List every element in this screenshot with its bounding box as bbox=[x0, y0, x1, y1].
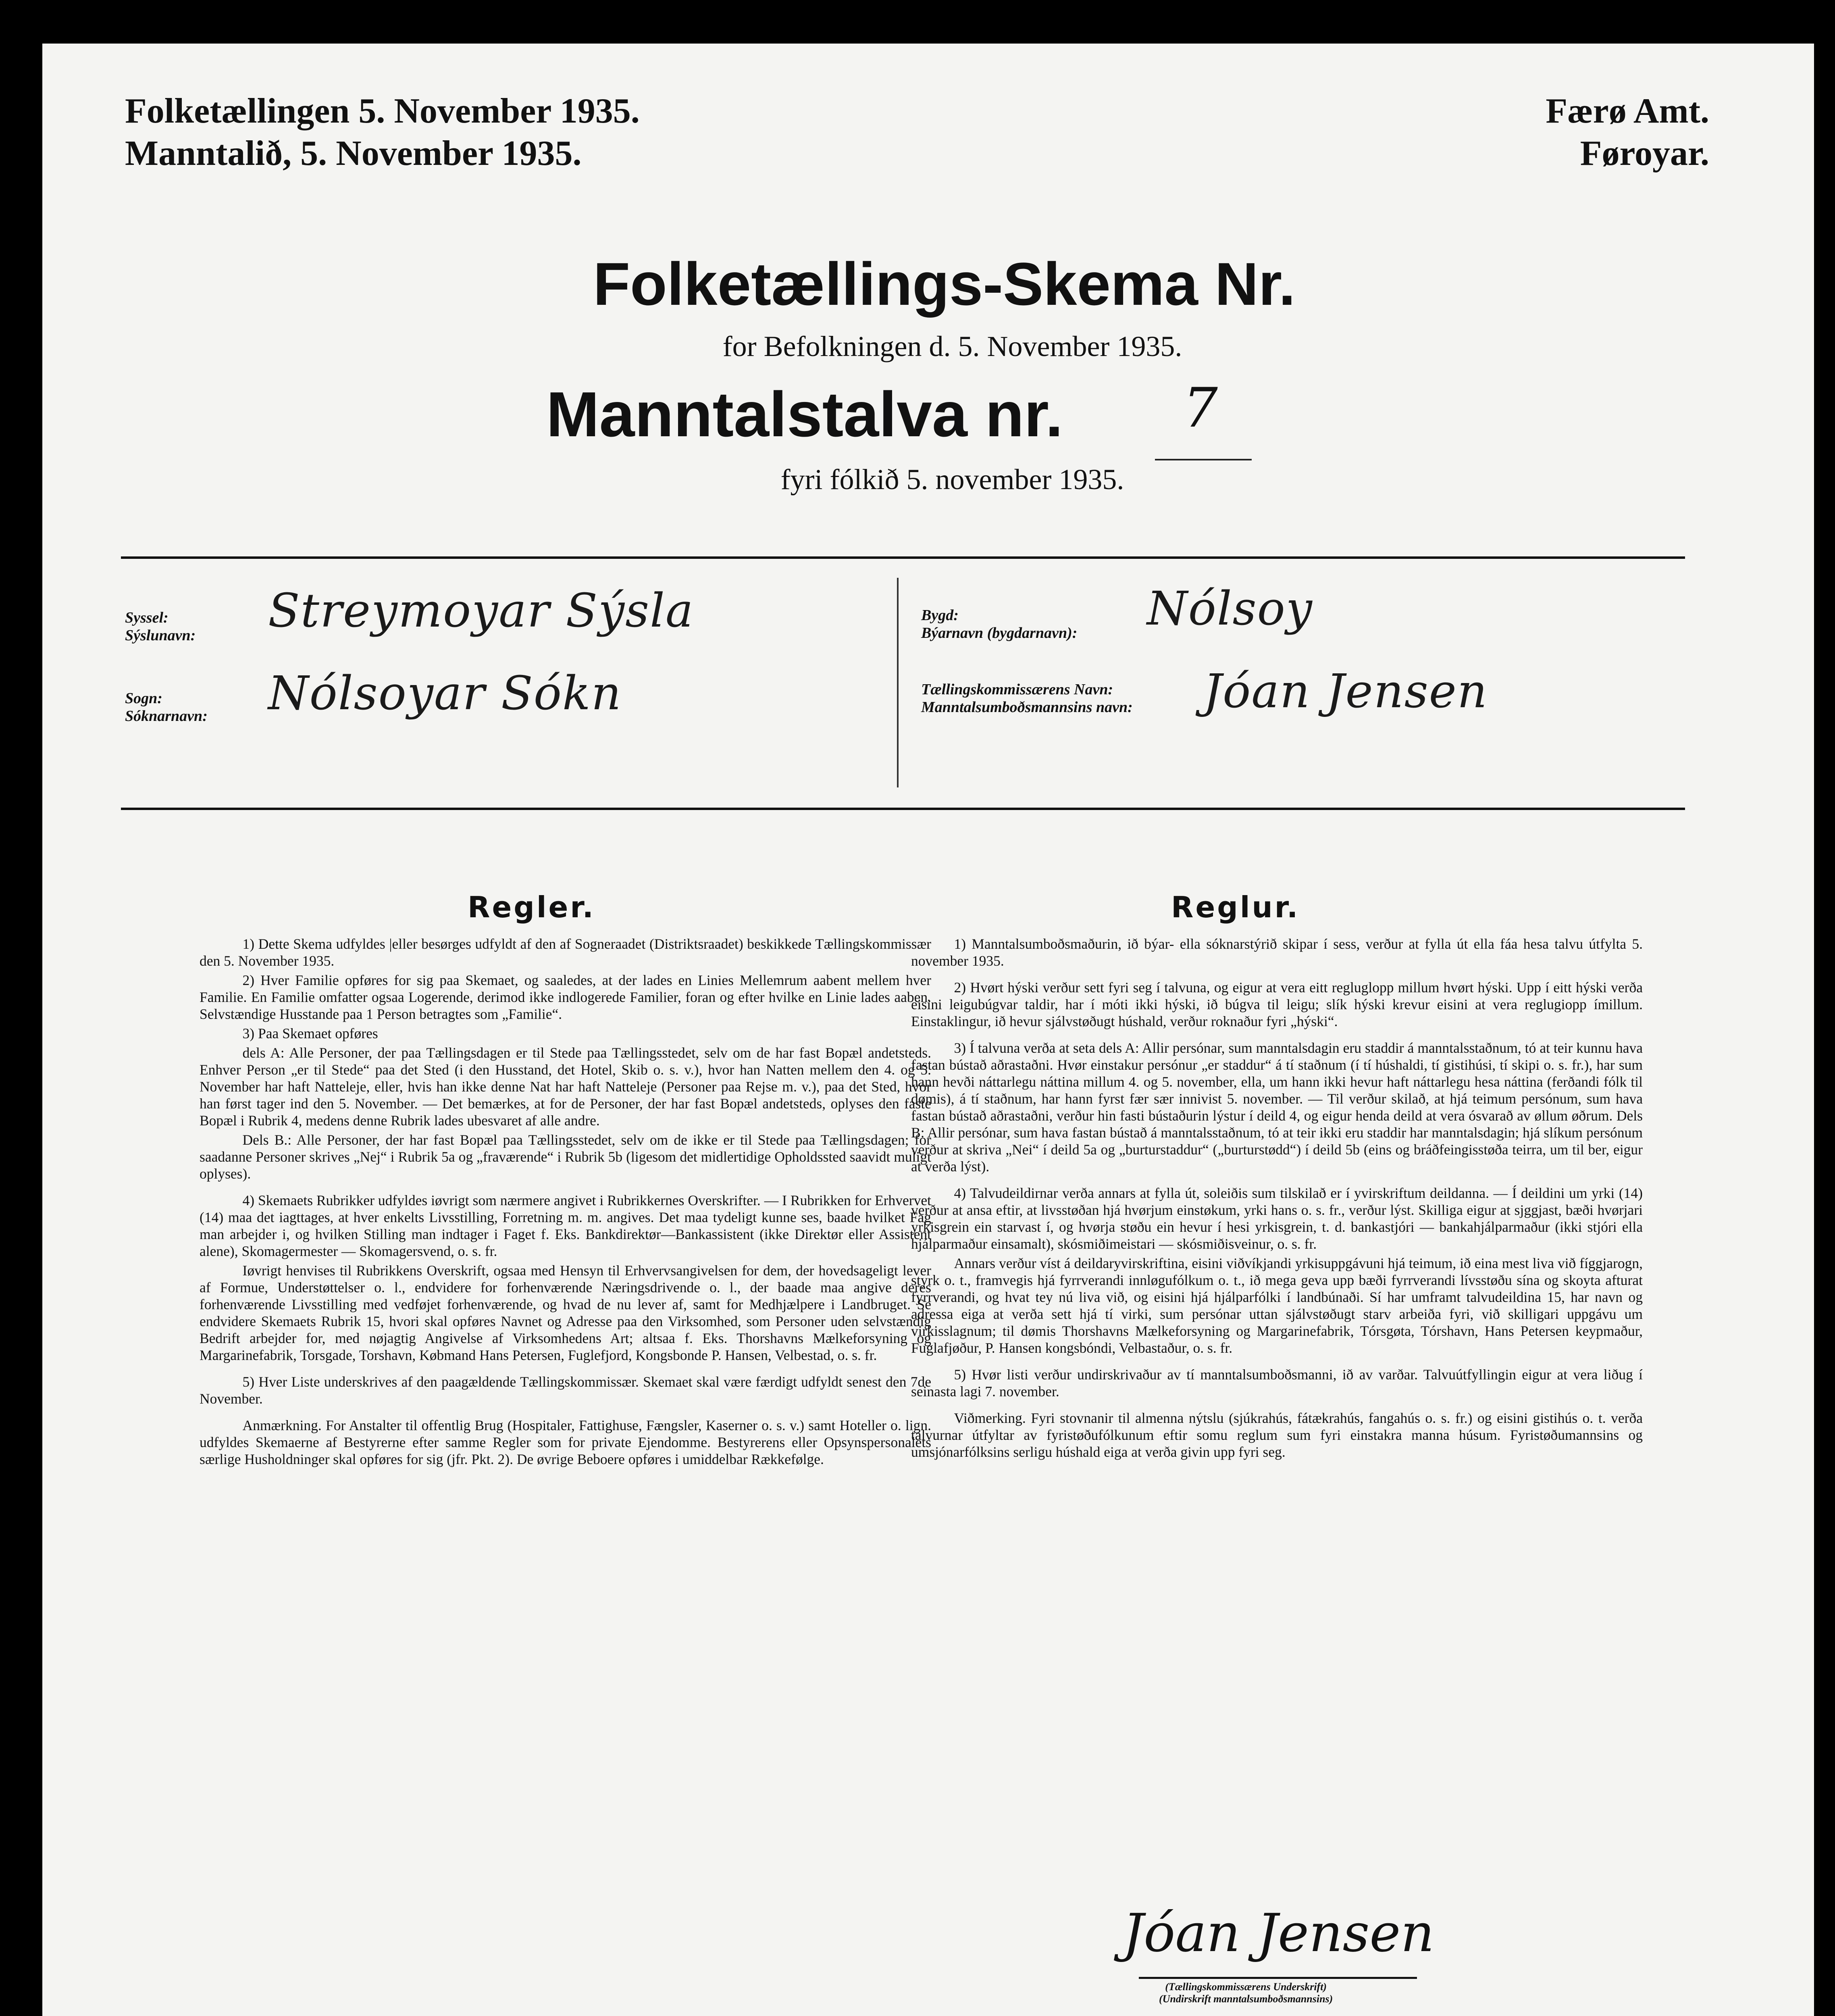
signature-line bbox=[1139, 1977, 1417, 1979]
reglur-note: Viðmerking. Fyri stovnanir til almenna nýtslu (sjúkrahús, fátækrahús, fangahús o. s. fr.) og eisini gistihús o. t. verða talvurnar útfyltar av fyristøðufólkunum eftir somu reglum sum fyri einstakra manna húsum. Fyristøðumannsins og umsjónarfólksins serligu húshald eiga at verða givin upp fyri seg. bbox=[911, 1410, 1643, 1460]
reglur-item-4b: Annars verður víst á deildaryvirskriftina, eisini viðvíkjandi yrkisuppgávuni hjá teimum, ið eina mest liva við fíggjarogn, styrk o. t., framvegis hjá fyrrverandi innløgufólkum o. t., ið mega geva upp bæði fyrrverandi lívsstøðu sína og skoyta afturat fyrrverandi, og hvat tey nú liva við, og eisini hjá hjálparfólki í landbúnaði. Sí har umframt talvudeildina 15, har navn og adressa eiga at verða sett hjá tí virki, sum persónar uttan sjálvstøðugt starv arbeiða fyri, við skilligari uppgávu um virkisslagnum; til dømis Thorshavns Mælkeforsyning og Margarinefabrik, Tórsgøta, Tórshavn, Hans Petersen keypmaður, Fuglafjøður, P. Hansen kongsbóndi, Velbastaður, o. s. fr. bbox=[911, 1255, 1643, 1356]
reglur-heading: Reglur. bbox=[1171, 890, 1300, 924]
syssel-label: Syssel: Sýslunavn: bbox=[125, 609, 196, 644]
sogn-label: Sogn: Sóknarnavn: bbox=[125, 690, 208, 725]
regler-item-3b: Dels B.: Alle Personer, der har fast Bopæl paa Tællingsstedet, selv om de ikke er til Stede paa Tællingsdagen; for saadanne Personer skrives „Nej“ i Rubrik 5a og „fraværende“ i Rubrik 5b (ligesom det midlertidige Opholdssted saavidt muligt oplyses). bbox=[200, 1132, 931, 1182]
sogn-value: Nólsoyar Sókn bbox=[268, 666, 622, 721]
reglur-item-5: 5) Hvør listi verður undirskrivaður av tí manntalsumboðsmanni, ið av varðar. Talvuútfyllingin eigur at vera liðug í seinasta lagi 7. november. bbox=[911, 1366, 1643, 1400]
regler-item-2: 2) Hver Familie opføres for sig paa Skemaet, og saaledes, at der lades en Linies Mellemrum aabent mellem hver Familie. En Familie omfatter ogsaa Logerende, derimod ikke indlogerede Familier, foran og efter hvilke en Linie lades aaben. Selvstændige Husstande paa 1 Person betragtes som „Familie“. bbox=[200, 972, 931, 1022]
regler-heading: Regler. bbox=[468, 890, 595, 924]
header-county-faroese: Føroyar. bbox=[1580, 134, 1709, 173]
regler-text bbox=[200, 935, 931, 1470]
reglur-item-4: 4) Talvudeildirnar verða annars at fylla út, soleiðis sum tilskilað er í yvirskriftum deildanna. — Í deildini um yrki (14) verður at ansa eftir, at livsstøðan hjá hvørjum einstøkum, yrki hans o. s. fr., verður lýst. Skilliga eigur at sjggjast, bæði hvørjari yrkisgrein ein starvast í, og hvørja støðu ein hevur í hesi yrkisgrein, t. d. bankastjóri — bankahjálparmaður (ikki stjóri ella hjálparmaður einsamalt), skósmiðimeistari — skósmiðisveinur, o. s. fr. bbox=[911, 1185, 1643, 1252]
header-county-danish: Færø Amt. bbox=[1546, 92, 1709, 131]
form-subtitle-danish: for Befolkningen d. 5. November 1935. bbox=[722, 330, 1182, 362]
regler-item-4: 4) Skemaets Rubrikker udfyldes iøvrigt som nærmere angivet i Rubrikkernes Overskrifter. — I Rubrikken for Erhvervet (14) maa det iagttages, at hver enkelts Livsstilling, Forretning m. m. angives. Det maa tydeligt kunne ses, baade hvilket Fag man arbejder i, og hvilken Stilling man indtager i Faget f. Eks. Bankdirektør—Bankassistent (ikke Direktør eller Assistent alene), Skomagermester — Skomagersvend, o. s. fr. bbox=[200, 1192, 931, 1259]
fields-vertical-divider bbox=[897, 578, 899, 787]
top-divider bbox=[121, 556, 1685, 559]
reglur-item-3: 3) Í talvuna verða at seta dels A: Allir persónar, sum manntalsdagin eru staddir á manntalsstaðnum, tó at teir kunnu hava fastan bústað aðrastaðni. Hvør einstakur persónur „er staddur“ á tí staðnum (í tí húshaldi, tí gistihúsi, tí skipi o. s. fr.), har sum hann hevði náttarlegu náttina millum 4. og 5. november, ella, um hann ikki hevur haft náttarlegu hesa náttina (ferðandi fólk til dømis), á tí staðnum, har hann fyrst fær sær innivist 5. november. — Til verður skilað, at hjá teimum persónum, sum hava fastan bústað aðrastaðni, verður hin fasti bústaðurin lýstur í deild 4, og eigur henda deild at vera ósvarað av øllum øðrum. Dels B: Allir persónar, sum hava fastan bústað á manntalsstaðnum, tó at teir ikki eru staddir har manntalsdagin; hjá slíkum persónum verður at skriva „Nei“ í deild 5a og „burturstaddur“ („burturstødd“) í deild 5b (eins og bráðfeingisstøða teirra, um til ber, eigur at verða lýst). bbox=[911, 1040, 1643, 1175]
signature: Jóan Jensen bbox=[1123, 1902, 1435, 1964]
fields-bottom-divider bbox=[121, 808, 1685, 810]
regler-item-4b: Iøvrigt henvises til Rubrikkens Overskrift, ogsaa med Hensyn til Erhvervsangivelsen for dem, der hovedsageligt lever af Formue, Understøttelser o. l., endvidere for forhenværende Næringsdrivende o. l., der baade maa angive deres forhenværende Livsstilling med vedføjet forhenværende, og hvad de nu lever af, samt for Medhjælpere i Landbruget. Se endvidere Skemaets Rubrik 15, hvori skal opføres Navnet og Adresse paa den Virksomhed, som Personer uden selvstændig Bedrift arbejder for, med nøjagtig Angivelse af Virksomhedens Art; altsaa f. Eks. Thorshavns Mælkeforsyning og Margarinefabrik, Torsgade, Torshavn, Købmand Hans Petersen, Fuglefjord, Kongsbonde P. Hansen, Velbestad, o. s. fr. bbox=[200, 1262, 931, 1363]
regler-item-5: 5) Hver Liste underskrives af den paagældende Tællingskommissær. Skemaet skal være færdigt udfyldt senest den 7de November. bbox=[200, 1374, 931, 1407]
reglur-text bbox=[911, 935, 1643, 1463]
regler-item-3a: dels A: Alle Personer, der paa Tællingsdagen er til Stede paa Tællingsstedet, selv om de har fast Bopæl andetsteds. Enhver Person „er til Stede“ paa det Sted (i den Husstand, det Hotel, Skib o. s. v.), hvor han Natten mellem den 4. og 5. November har haft Natteleje, eller, hvis han ikke denne Nat har haft Natteleje (Personer paa Rejse m. v.), paa det Sted, hvor han først tager ind den 5. November. — Det bemærkes, at for de Personer, der har fast Bopæl andetsteds, oplyses den faste Bopæl i Rubrik 4, medens denne Rubrik lades ubesvaret af alle andre. bbox=[200, 1045, 931, 1129]
form-title-danish: Folketællings-Skema Nr. bbox=[593, 250, 1296, 318]
bygd-label: Bygd: Býarnavn (bygdarnavn): bbox=[921, 607, 1078, 641]
reglur-item-1: 1) Manntalsumboðsmaðurin, ið býar- ella sóknarstýrið skipar í sess, verður at fylla út ella fáa hesa talvu útfylta 5. november 1935. bbox=[911, 936, 1643, 969]
header-title-faroese: Manntalið, 5. November 1935. bbox=[125, 134, 582, 173]
form-number-underline bbox=[1155, 459, 1252, 460]
regler-item-1: 1) Dette Skema udfyldes |eller besørges udfyldt af den af Sogneraadet (Distriktsraadet) beskikkede Tællingskommissær den 5. November 1935. bbox=[200, 936, 931, 969]
header-title-danish: Folketællingen 5. November 1935. bbox=[125, 92, 640, 131]
signature-caption: (Tællingskommissærens Underskrift) (Undirskrift manntalsumboðsmannsins) bbox=[1159, 1981, 1333, 2005]
commissioner-label: Tællingskommissærens Navn: Manntalsumboðsmannsins navn: bbox=[921, 681, 1133, 716]
form-number-handwritten: 7 bbox=[1183, 376, 1218, 439]
header-right bbox=[1546, 90, 1709, 175]
commissioner-value: Jóan Jensen bbox=[1203, 664, 1488, 719]
census-form-sheet bbox=[42, 44, 1814, 2016]
form-subtitle-faroese: fyri fólkið 5. november 1935. bbox=[780, 463, 1124, 496]
bygd-value: Nólsoy bbox=[1147, 582, 1313, 636]
regler-note: Anmærkning. For Anstalter til offentlig Brug (Hospitaler, Fattighuse, Fængsler, Kaserner o. s. v.) samt Hoteller o. lign. udfyldes Skemaerne af Bestyrerne efter samme Regler som for private Ejendomme. Bestyrerens eller Opsynspersonalets særlige Husholdninger skal opføres for sig (jfr. Pkt. 2). De øvrige Beboere opføres i umiddelbar Rækkefølge. bbox=[200, 1417, 931, 1467]
reglur-item-2: 2) Hvørt hýski verður sett fyri seg í talvuna, og eigur at vera eitt regluglopp millum hvørt hýski. Upp í eitt hýski verða eisini leigubúgvar taldir, har í móti ikki hýski, ið búgva til leigu; slík hýski krevur eisini at vera reglugiopp ímillum. Einstaklingur, ið hevur sjálvstøðugt húshald, verður roknaður fyri „hýski“. bbox=[911, 979, 1643, 1029]
form-title-faroese: Manntalstalva nr. bbox=[546, 379, 1063, 450]
syssel-value: Streymoyar Sýsla bbox=[268, 584, 694, 638]
header-left bbox=[125, 90, 640, 175]
regler-item-3: 3) Paa Skemaet opføres bbox=[242, 1025, 378, 1041]
